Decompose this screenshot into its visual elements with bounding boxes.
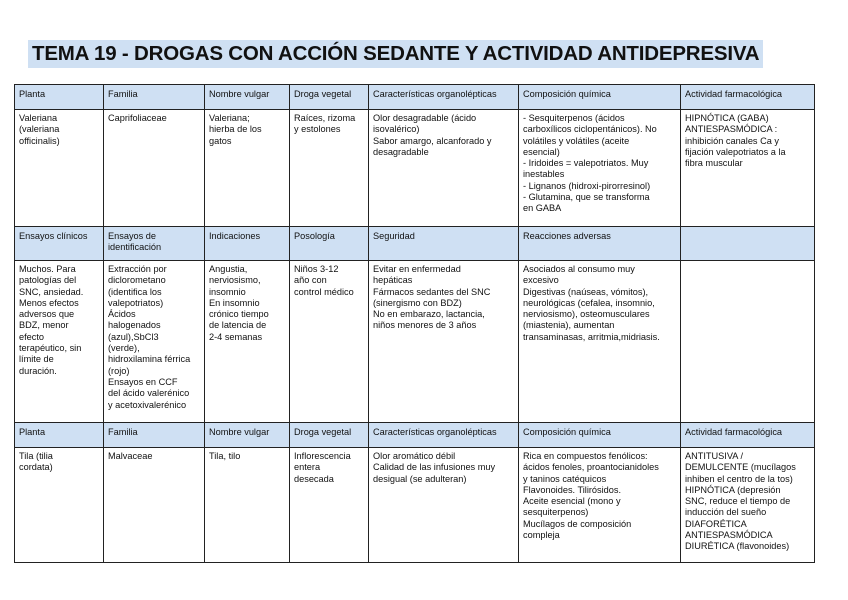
header-cell bbox=[681, 227, 815, 261]
header-cell: Características organolépticas bbox=[369, 423, 519, 448]
table-cell: - Sesquiterpenos (ácidos carboxílicos ciclopentánicos). No volátiles y volátiles (aceite esencial) - Iridoides = valepotriatos. Muy inestables - Lignanos (hidroxi-pirorresinol) - Glutamina, que se transforma en GABA bbox=[519, 110, 681, 227]
table-cell: Raíces, rizoma y estolones bbox=[290, 110, 369, 227]
table-cell: Caprifoliaceae bbox=[104, 110, 205, 227]
page-title: TEMA 19 - DROGAS CON ACCIÓN SEDANTE Y ACTIVIDAD ANTIDEPRESIVA bbox=[28, 40, 763, 68]
table-header-row bbox=[15, 227, 815, 261]
header-cell: Planta bbox=[15, 85, 104, 110]
table-cell: Muchos. Para patologías del SNC, ansiedad. Menos efectos adversos que BDZ, menor efecto terapéutico, sin límite de duración. bbox=[15, 261, 104, 423]
table-row bbox=[15, 110, 815, 227]
table-cell: Extracción por diclorometano (identifica los valepotriatos) Ácidos halogenados (azul),SbCl3 (verde), hidroxilamina férrica (rojo) Ensayos en CCF del ácido valerénico y acetoxivalerénico bbox=[104, 261, 205, 423]
table-row bbox=[15, 261, 815, 423]
table-cell: ANTITUSIVA / DEMULCENTE (mucílagos inhiben el centro de la tos) HIPNÓTICA (depresión SNC, reduce el tiempo de inducción del sueño DIAFORÉTICA ANTIESPASMÓDICA DIURÉTICA (flavonoides) bbox=[681, 448, 815, 563]
table-cell: Olor desagradable (ácido isovalérico) Sabor amargo, alcanforado y desagradable bbox=[369, 110, 519, 227]
table-cell: Niños 3-12 año con control médico bbox=[290, 261, 369, 423]
table-row bbox=[15, 448, 815, 563]
header-cell: Familia bbox=[104, 423, 205, 448]
table-cell: Evitar en enfermedad hepáticas Fármacos sedantes del SNC (sinergismo con BDZ) No en embarazo, lactancia, niños menores de 3 años bbox=[369, 261, 519, 423]
table-cell: HIPNÓTICA (GABA) ANTIESPASMÓDICA : inhibición canales Ca y fijación valepotriatos a la fibra muscular bbox=[681, 110, 815, 227]
table-cell: Valeriana (valeriana officinalis) bbox=[15, 110, 104, 227]
table-cell: Asociados al consumo muy excesivo Digestivas (naúseas, vómitos), neurológicas (cefalea, insomnio, nerviosismo), osteomusculares (miastenia), aumentan transaminasas, arritmia,midriasis. bbox=[519, 261, 681, 423]
header-cell: Actividad farmacológica bbox=[681, 85, 815, 110]
header-cell: Reacciones adversas bbox=[519, 227, 681, 261]
table-cell: Malvaceae bbox=[104, 448, 205, 563]
table-cell: Inflorescencia entera desecada bbox=[290, 448, 369, 563]
header-cell: Familia bbox=[104, 85, 205, 110]
table-cell: Olor aromático débil Calidad de las infusiones muy desigual (se adulteran) bbox=[369, 448, 519, 563]
drug-table bbox=[14, 84, 815, 563]
table-header-row bbox=[15, 423, 815, 448]
header-cell: Nombre vulgar bbox=[205, 85, 290, 110]
header-cell: Actividad farmacológica bbox=[681, 423, 815, 448]
table-cell: Tila, tilo bbox=[205, 448, 290, 563]
table-header-row bbox=[15, 85, 815, 110]
header-cell: Posología bbox=[290, 227, 369, 261]
header-cell: Seguridad bbox=[369, 227, 519, 261]
header-cell: Indicaciones bbox=[205, 227, 290, 261]
header-cell: Droga vegetal bbox=[290, 423, 369, 448]
header-cell: Composición química bbox=[519, 423, 681, 448]
table-cell: Tila (tilia cordata) bbox=[15, 448, 104, 563]
header-cell: Características organolépticas bbox=[369, 85, 519, 110]
header-cell: Droga vegetal bbox=[290, 85, 369, 110]
table-cell: Angustia, nerviosismo, insomnio En insomnio crónico tiempo de latencia de 2-4 semanas bbox=[205, 261, 290, 423]
table-cell bbox=[681, 261, 815, 423]
table-cell: Valeriana; hierba de los gatos bbox=[205, 110, 290, 227]
header-cell: Planta bbox=[15, 423, 104, 448]
table-cell: Rica en compuestos fenólicos: ácidos fenoles, proantocianidoles y taninos catéquicos Flavonoides. Tilirósidos. Aceite esencial (mono y sesquiterpenos) Mucílagos de composición compleja bbox=[519, 448, 681, 563]
header-cell: Ensayos clínicos bbox=[15, 227, 104, 261]
header-cell: Ensayos de identificación bbox=[104, 227, 205, 261]
header-cell: Nombre vulgar bbox=[205, 423, 290, 448]
header-cell: Composición química bbox=[519, 85, 681, 110]
